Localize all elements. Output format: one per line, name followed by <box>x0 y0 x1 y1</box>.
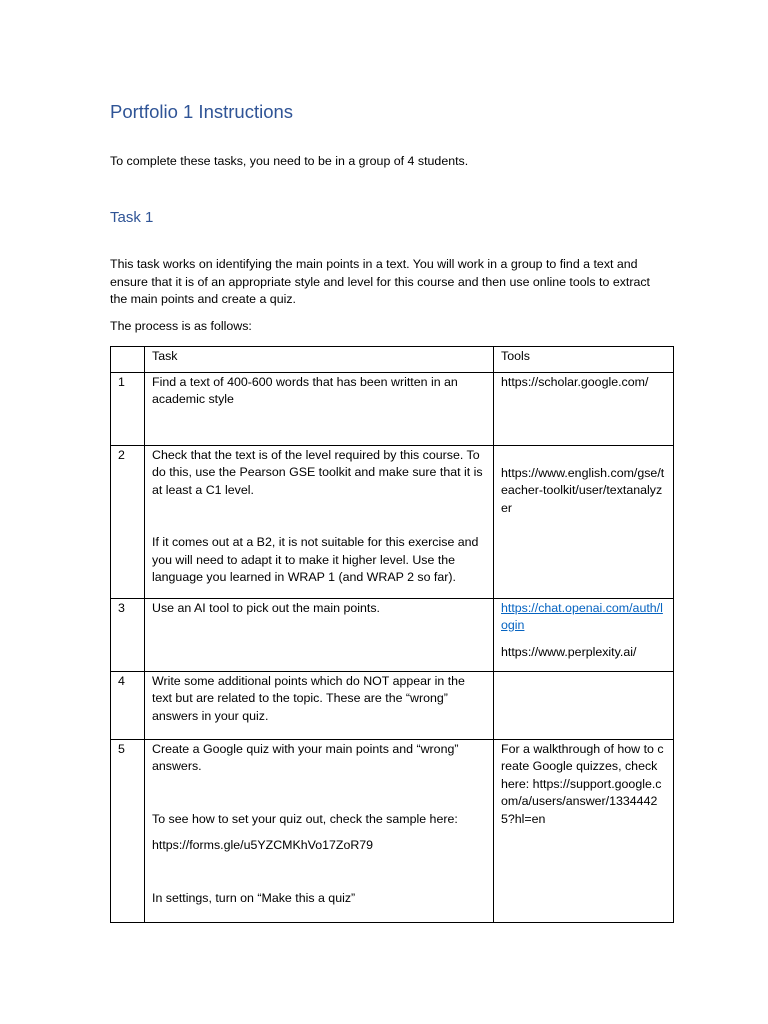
table-row <box>111 671 674 739</box>
tool-url: https://www.english.com/gse/teacher-toolkit/user/textanalyzer <box>501 465 665 515</box>
table-row <box>111 598 674 671</box>
task-table <box>110 346 674 923</box>
tools-cell <box>494 671 674 739</box>
tool-url: https://scholar.google.com/ <box>501 374 649 389</box>
task-text: If it comes out at a B2, it is not suitable for this exercise and you will need to adapt it to make it higher level. Use the language you learned in WRAP 1 (and WRAP 2 so far). <box>152 535 479 584</box>
row-number: 4 <box>111 671 145 739</box>
sample-quiz-url: https://forms.gle/u5YZCMKhVo17ZoR79 <box>152 838 374 852</box>
header-number <box>111 347 145 373</box>
process-intro: The process is as follows: <box>110 319 252 333</box>
task-cell <box>145 372 494 445</box>
task-text: Find a text of 400-600 words that has been written in an academic style <box>152 374 458 406</box>
task-cell <box>145 739 494 922</box>
task-text: In settings, turn on “Make this a quiz” <box>152 890 356 905</box>
task-cell <box>145 598 494 671</box>
header-tools: Tools <box>494 347 674 373</box>
task-text: Create a Google quiz with your main points and “wrong” answers. <box>152 741 459 773</box>
tools-cell <box>494 598 674 671</box>
table-row <box>111 739 674 922</box>
table-row <box>111 372 674 445</box>
task-text: Check that the text is of the level required by this course. To do this, use the Pearson GSE toolkit and make sure that it is at least a C1 level. <box>152 447 483 497</box>
task-description: This task works on identifying the main points in a text. You will work in a group to find a text and ensure that it is of an appropriate style and level for this course and then use online tools to extract the main points and create a quiz. <box>110 257 650 306</box>
table-header-row <box>111 347 674 373</box>
tool-url: https://www.perplexity.ai/ <box>501 644 637 659</box>
task-heading: Task 1 <box>110 209 154 226</box>
task-cell <box>145 671 494 739</box>
task-text: Write some additional points which do NOT appear in the text but are related to the topic. These are the “wrong” answers in your quiz. <box>152 673 465 723</box>
tools-cell <box>494 445 674 598</box>
task-cell <box>145 445 494 598</box>
row-number: 3 <box>111 598 145 671</box>
walkthrough-text: For a walkthrough of how to create Google quizzes, check here: https://support.google.com/a/users/answer/13344425?hl=en <box>501 741 664 826</box>
row-number: 2 <box>111 445 145 598</box>
page-title: Portfolio 1 Instructions <box>110 101 294 122</box>
table-row <box>111 445 674 598</box>
tools-cell <box>494 739 674 922</box>
tools-cell <box>494 372 674 445</box>
task-text: Use an AI tool to pick out the main points. <box>152 600 380 615</box>
intro-paragraph: To complete these tasks, you need to be in a group of 4 students. <box>110 154 469 168</box>
row-number: 5 <box>111 739 145 922</box>
row-number: 1 <box>111 372 145 445</box>
chatgpt-login-link[interactable]: https://chat.openai.com/auth/login <box>501 600 663 632</box>
header-task: Task <box>145 347 494 373</box>
task-text: To see how to set your quiz out, check the sample here: <box>152 811 458 826</box>
